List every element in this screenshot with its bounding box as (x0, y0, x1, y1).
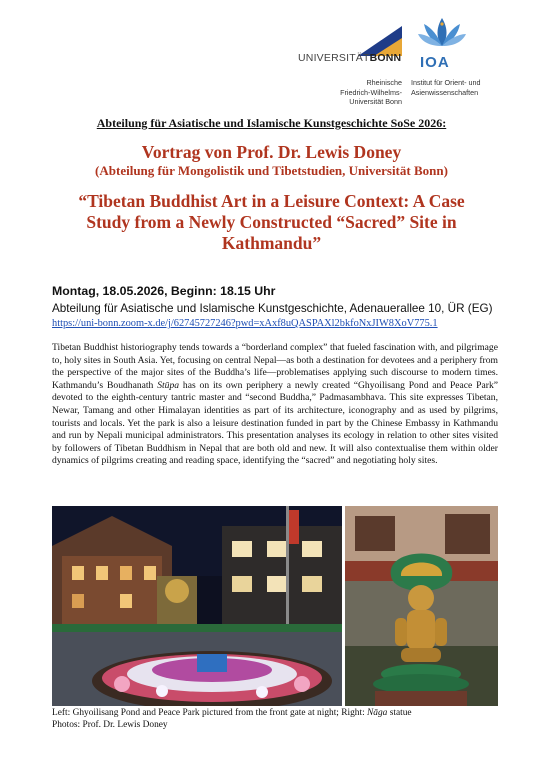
talk-title (48, 191, 495, 254)
department-heading: Abteilung für Asiatische und Islamische Kunstgeschichte SoSe 2026: (96, 116, 447, 130)
ioa-logo (416, 14, 468, 70)
photo-caption (52, 708, 498, 731)
event-location: Abteilung für Asiatische und Islamische Kunstgeschichte, Adenauerallee 10, ÜR (EG) (52, 302, 493, 315)
event-datetime: Montag, 18.05.2026, Beginn: 18.15 Uhr (52, 284, 276, 298)
italic-term: Nāga (367, 708, 388, 718)
speaker-heading: Vortrag von Prof. Dr. Lewis Doney (141, 142, 402, 162)
abstract-text: Tibetan Buddhist historiography tends towards a “borderland complex” that fueled fascination with, and pilgrimage to, holy sites in South Asia. Yet, focusing on central Nepal—as both a destination for devotees and a periphery from the perspective of the major sites of the Buddha’s life—problematises applying such discourse to modern times. Kathmandu’s Boudhanath Stūpa has on its own periphery a newly created “Ghyoilisang Pond and Peace Park” devoted to the eighth-century tantric master and “second Buddha,” Padmasambhava. This site expresses Tibetan, Newar, Tamang and other Himalayan identities as part of its architecture, iconography and as used by pilgrims, tourists and locals. Yet the park is also a leisure destination funded in part by the Chinese Embassy in Kathmandu and run by Nepali municipal administrators. This presentation analyses its ecology in relation to other sites visited by followers of Tibetan Buddhism in Nepal that are both old and new. It will also contextualise them within older dynamics of pilgrims creating and reading space, identifying the “sacred” and negotiating holy sites. (52, 342, 498, 467)
photo-naga-statue (345, 506, 498, 706)
address-line: Universität Bonn (349, 97, 402, 107)
speaker-affiliation: (Abteilung für Mongolistik und Tibetstudien, Universität Bonn) (95, 163, 448, 178)
ioa-logo-text: IOA (420, 54, 450, 71)
lotus-icon (416, 14, 468, 54)
caption-line: Left: Ghyoilisang Pond and Peace Park pictured from the front gate at night; Right: Nāga statue (52, 708, 412, 718)
address-line: Rheinische (366, 78, 402, 87)
university-address (326, 78, 402, 107)
talk-title-line: “Tibetan Buddhist Art in a Leisure Context: A Case (78, 191, 465, 211)
institute-address (411, 78, 521, 97)
university-bonn-logo (298, 20, 404, 72)
photo-peace-park-night (52, 506, 342, 706)
caption-line: Photos: Prof. Dr. Lewis Doney (52, 719, 168, 730)
talk-title-line: Kathmandu” (221, 233, 322, 253)
italic-term: Stūpa (157, 379, 180, 391)
talk-title-line: Study from a Newly Constructed “Sacred” Site in (86, 212, 457, 232)
zoom-link[interactable]: https://uni-bonn.zoom-x.de/j/62745727246?pwd=xAxf8uQASPAXl2bkfoNxJIW8XoV775.1 (52, 318, 438, 329)
address-line: Institut für Orient- und (411, 78, 481, 87)
address-line: Asienwissenschaften (411, 87, 479, 97)
university-logo-text: UNIVERSITÄTBONN (298, 52, 402, 64)
address-line: Friedrich-Wilhelms- (340, 87, 402, 97)
